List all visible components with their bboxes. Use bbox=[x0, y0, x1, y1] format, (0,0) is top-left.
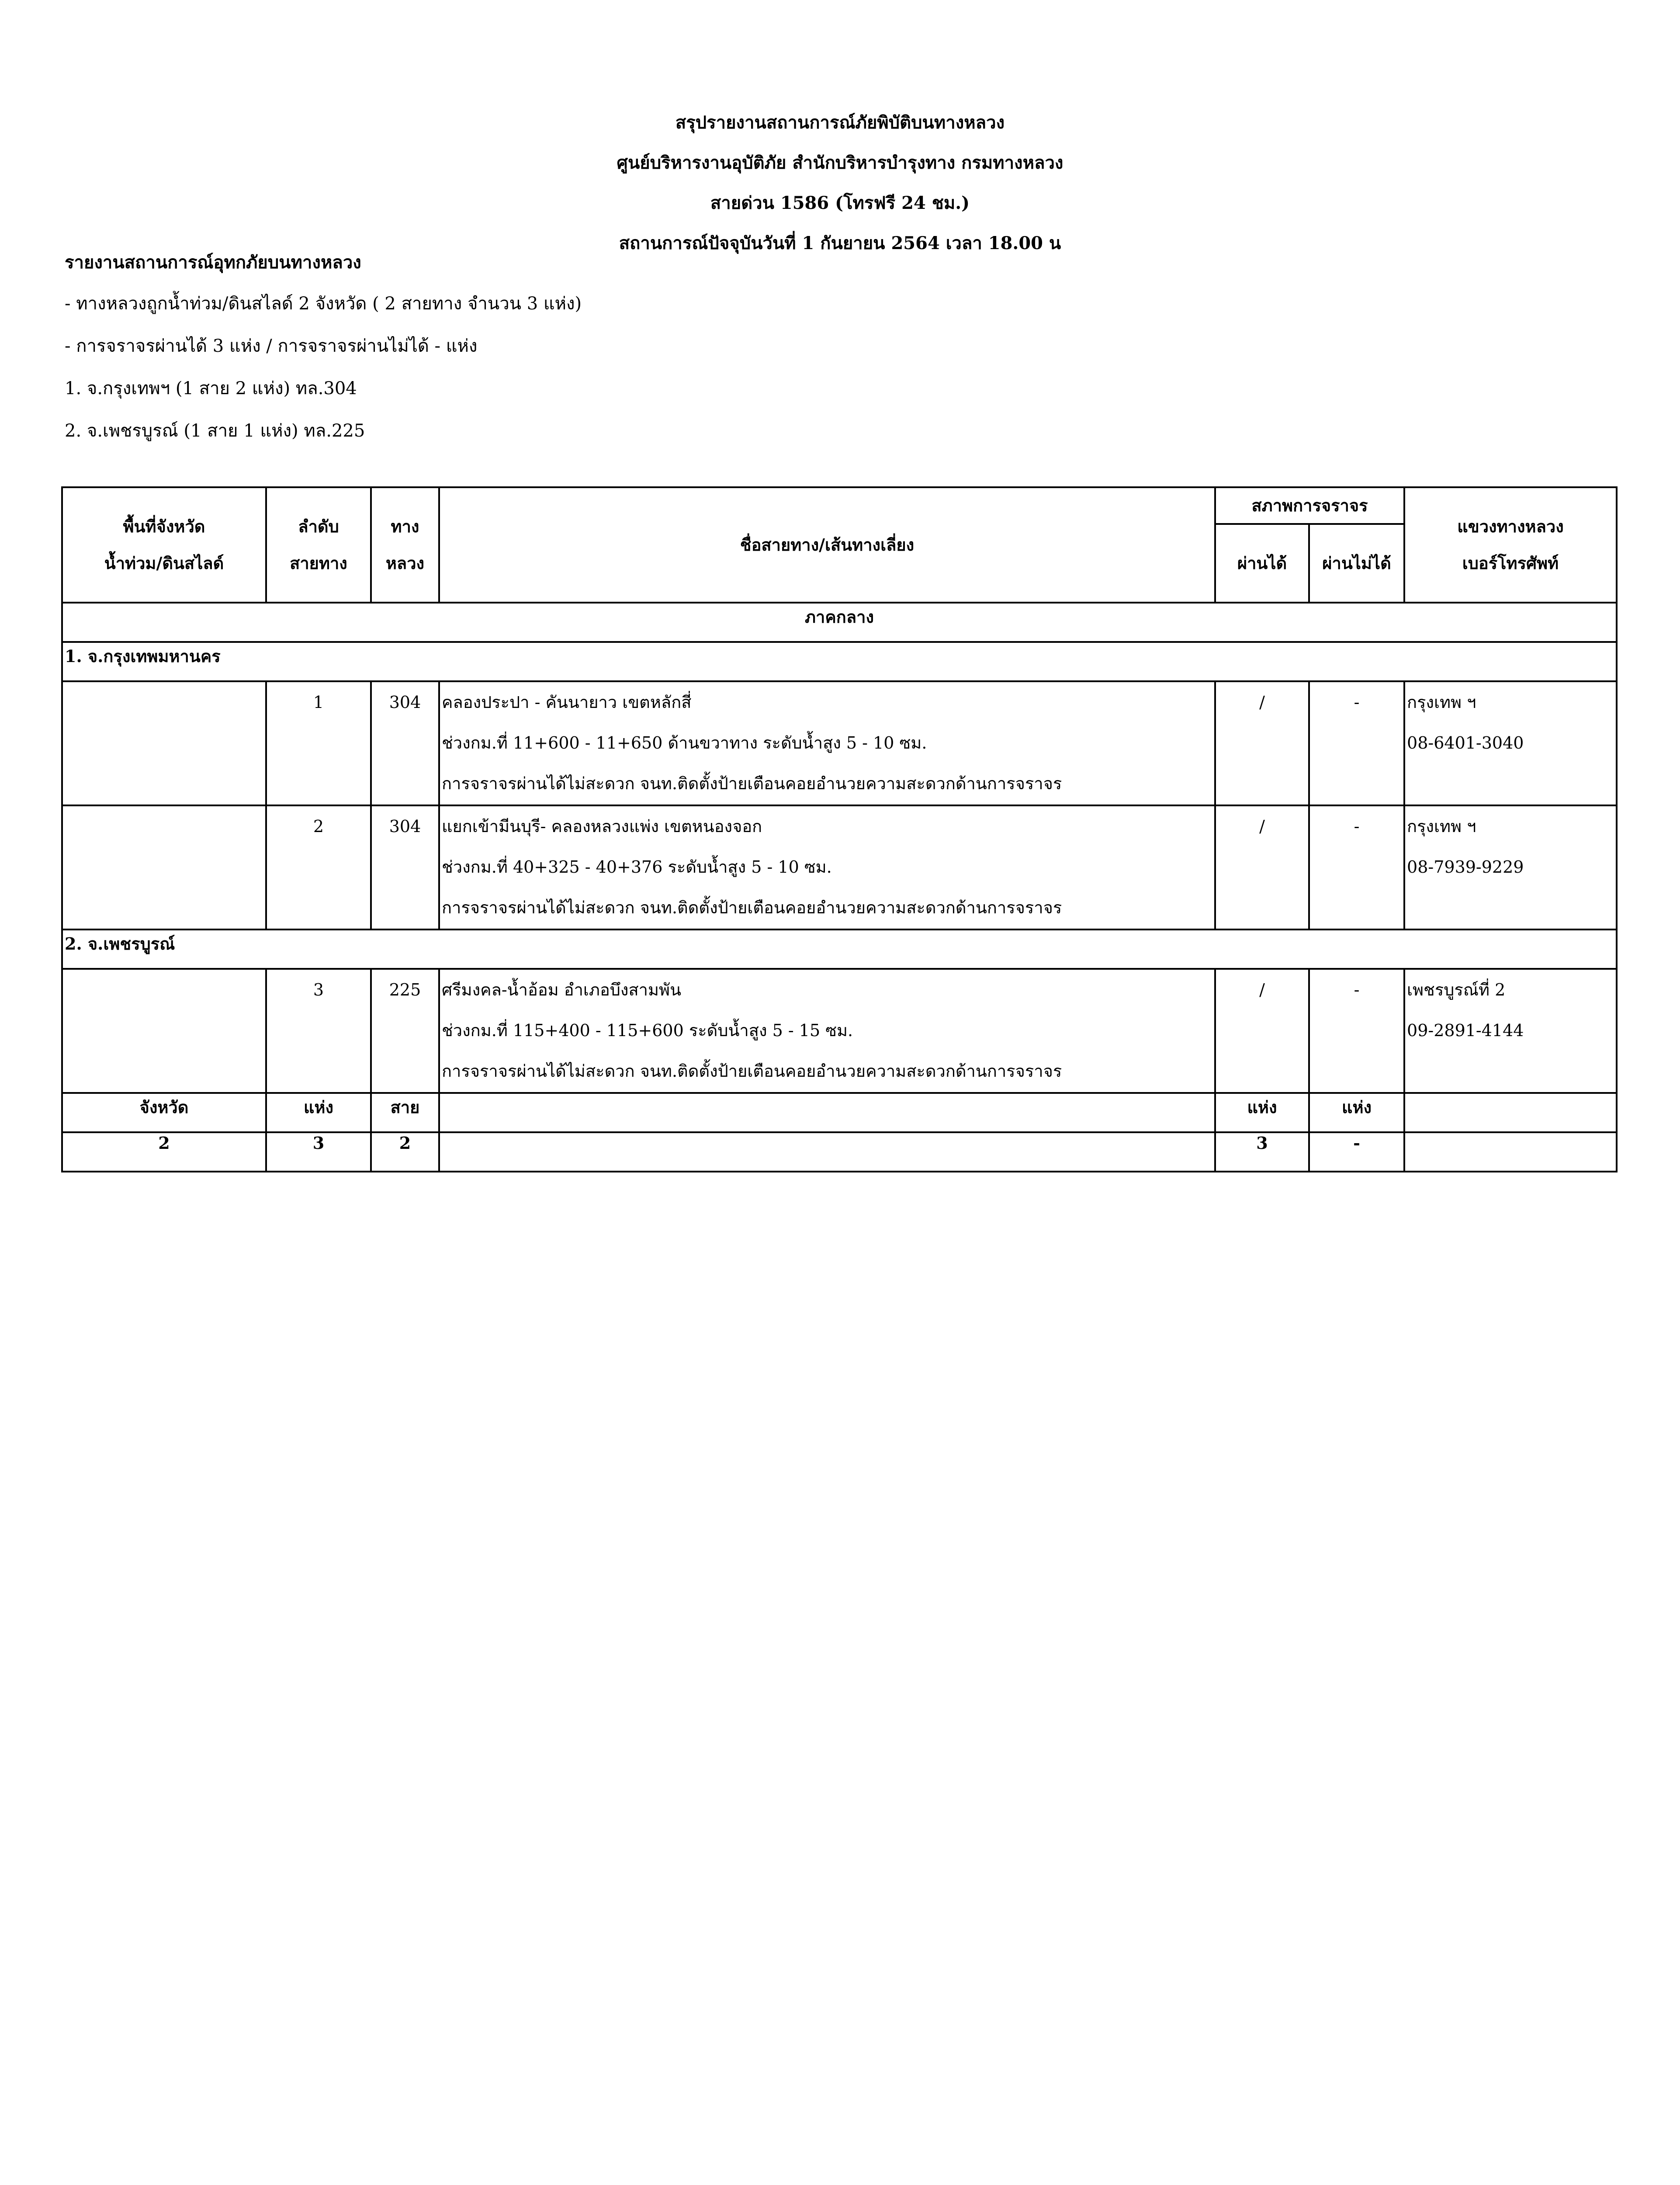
hotline-line: สายด่วน 1586 (โทรฟรี 24 ชม.) bbox=[710, 193, 970, 213]
footer-empty-cell bbox=[439, 1132, 1215, 1172]
header-district-line2: เบอร์โทรศัพท์ bbox=[1462, 553, 1559, 573]
header-route-line2: หลวง bbox=[385, 553, 425, 573]
summary-line: - การจราจรผ่านได้ 3 แห่ง / การจราจรผ่านไม่ได้ - แห่ง bbox=[65, 336, 478, 356]
district-cell bbox=[1404, 805, 1617, 929]
route-traffic-line: การจราจรผ่านได้ไม่สะดวก จนท.ติดตั้งป้ายเตือนคอยอำนวยความสะดวกด้านการจราจร bbox=[442, 774, 1062, 793]
footer-empty-cell bbox=[1404, 1132, 1617, 1172]
route-name-line: แยกเข้ามีนบุรี- คลองหลวงแพ่ง เขตหนองจอก bbox=[442, 817, 762, 836]
district-phone: 09-2891-4144 bbox=[1407, 1021, 1524, 1040]
footer-total-row bbox=[62, 1132, 1617, 1172]
no-pass-value: - bbox=[1354, 817, 1360, 836]
summary-line: 2. จ.เพชรบูรณ์ (1 สาย 1 แห่ง) ทล.225 bbox=[65, 421, 365, 441]
pass-value: / bbox=[1259, 817, 1265, 836]
total-routes: 2 bbox=[371, 1132, 439, 1172]
pass-cell bbox=[1215, 805, 1309, 929]
pass-value: / bbox=[1259, 693, 1265, 712]
seq-value: 3 bbox=[313, 980, 324, 999]
district-phone: 08-6401-3040 bbox=[1407, 733, 1524, 753]
header-no-pass: ผ่านไม่ได้ bbox=[1309, 524, 1404, 603]
footer-places-label: แห่ง bbox=[266, 1093, 371, 1132]
header-district bbox=[1404, 487, 1617, 603]
seq-value: 2 bbox=[313, 817, 324, 836]
seq-cell bbox=[266, 969, 371, 1093]
route-name-line: คลองประปา - คันนายาว เขตหลักสี่ bbox=[442, 693, 692, 712]
no-pass-cell bbox=[1309, 969, 1404, 1093]
province-row bbox=[62, 929, 1617, 969]
district-name: กรุงเทพ ฯ bbox=[1407, 693, 1476, 712]
area-cell bbox=[62, 969, 266, 1093]
header-area-line2: น้ำท่วม/ดินสไลด์ bbox=[104, 553, 224, 573]
province-label: 2. จ.เพชรบูรณ์ bbox=[62, 929, 1617, 969]
header-area bbox=[62, 487, 266, 603]
no-pass-value: - bbox=[1354, 693, 1360, 712]
table-row bbox=[62, 681, 1617, 805]
seq-value: 1 bbox=[313, 693, 324, 712]
header-seq-line2: สายทาง bbox=[290, 553, 347, 573]
province-row bbox=[62, 642, 1617, 681]
seq-cell bbox=[266, 805, 371, 929]
route-value: 225 bbox=[389, 980, 421, 999]
agency-line: ศูนย์บริหารงานอุบัติภัย สำนักบริหารบำรุงทาง กรมทางหลวง bbox=[617, 153, 1063, 173]
district-name: เพชรบูรณ์ที่ 2 bbox=[1407, 980, 1506, 999]
district-phone: 08-7939-9229 bbox=[1407, 857, 1524, 877]
footer-routes-label: สาย bbox=[371, 1093, 439, 1132]
footer-empty-cell bbox=[1404, 1093, 1617, 1132]
table-row bbox=[62, 805, 1617, 929]
header-route bbox=[371, 487, 439, 603]
total-pass: 3 bbox=[1215, 1132, 1309, 1172]
summary-section bbox=[65, 243, 582, 452]
route-value: 304 bbox=[389, 693, 421, 712]
route-cell bbox=[371, 969, 439, 1093]
footer-no-pass-label: แห่ง bbox=[1309, 1093, 1404, 1132]
summary-line: - ทางหลวงถูกน้ำท่วม/ดินสไลด์ 2 จังหวัด ( 2 สายทาง จำนวน 3 แห่ง) bbox=[65, 294, 582, 314]
pass-cell bbox=[1215, 969, 1309, 1093]
route-traffic-line: การจราจรผ่านได้ไม่สะดวก จนท.ติดตั้งป้ายเตือนคอยอำนวยความสะดวกด้านการจราจร bbox=[442, 898, 1062, 917]
district-cell bbox=[1404, 681, 1617, 805]
route-detail-line: ช่วงกม.ที่ 40+325 - 40+376 ระดับน้ำสูง 5 - 10 ซม. bbox=[442, 857, 832, 877]
total-places: 3 bbox=[266, 1132, 371, 1172]
region-row bbox=[62, 603, 1617, 642]
header-route-name: ชื่อสายทาง/เส้นทางเลี่ยง bbox=[439, 487, 1215, 603]
area-cell bbox=[62, 681, 266, 805]
pass-cell bbox=[1215, 681, 1309, 805]
total-provinces: 2 bbox=[62, 1132, 266, 1172]
district-name: กรุงเทพ ฯ bbox=[1407, 817, 1476, 836]
report-title: สรุปรายงานสถานการณ์ภัยพิบัติบนทางหลวง bbox=[675, 112, 1005, 133]
header-traffic: สภาพการจราจร bbox=[1215, 487, 1404, 524]
area-cell bbox=[62, 805, 266, 929]
report-title-block bbox=[0, 103, 1680, 264]
pass-value: / bbox=[1259, 980, 1265, 999]
flood-report-table bbox=[61, 486, 1618, 1172]
footer-empty-cell bbox=[439, 1093, 1215, 1132]
route-name-cell bbox=[439, 681, 1215, 805]
status-date-line: สถานการณ์ปัจจุบันวันที่ 1 กันยายน 2564 เวลา 18.00 น bbox=[619, 233, 1061, 253]
header-district-line1: แขวงทางหลวง bbox=[1457, 517, 1564, 536]
route-traffic-line: การจราจรผ่านได้ไม่สะดวก จนท.ติดตั้งป้ายเตือนคอยอำนวยความสะดวกด้านการจราจร bbox=[442, 1061, 1062, 1081]
table-header-row bbox=[62, 487, 1617, 524]
footer-label-row bbox=[62, 1093, 1617, 1132]
route-value: 304 bbox=[389, 817, 421, 836]
district-cell bbox=[1404, 969, 1617, 1093]
header-sequence bbox=[266, 487, 371, 603]
no-pass-value: - bbox=[1354, 980, 1360, 999]
route-cell bbox=[371, 681, 439, 805]
header-pass: ผ่านได้ bbox=[1215, 524, 1309, 603]
route-name-line: ศรีมงคล-น้ำอ้อม อำเภอบึงสามพัน bbox=[442, 980, 682, 999]
no-pass-cell bbox=[1309, 805, 1404, 929]
header-route-line1: ทาง bbox=[391, 517, 419, 536]
header-area-line1: พื้นที่จังหวัด bbox=[123, 517, 205, 536]
footer-pass-label: แห่ง bbox=[1215, 1093, 1309, 1132]
province-label: 1. จ.กรุงเทพมหานคร bbox=[62, 642, 1617, 681]
route-detail-line: ช่วงกม.ที่ 115+400 - 115+600 ระดับน้ำสูง 5 - 15 ซม. bbox=[442, 1021, 853, 1040]
no-pass-cell bbox=[1309, 681, 1404, 805]
footer-province-label: จังหวัด bbox=[62, 1093, 266, 1132]
summary-line: 1. จ.กรุงเทพฯ (1 สาย 2 แห่ง) ทล.304 bbox=[65, 378, 357, 399]
table-row bbox=[62, 969, 1617, 1093]
route-cell bbox=[371, 805, 439, 929]
route-detail-line: ช่วงกม.ที่ 11+600 - 11+650 ด้านขวาทาง ระดับน้ำสูง 5 - 10 ซม. bbox=[442, 733, 927, 753]
region-label: ภาคกลาง bbox=[62, 603, 1617, 642]
summary-heading: รายงานสถานการณ์อุทกภัยบนทางหลวง bbox=[65, 252, 361, 273]
route-name-cell bbox=[439, 969, 1215, 1093]
route-name-cell bbox=[439, 805, 1215, 929]
header-seq-line1: ลำดับ bbox=[298, 517, 339, 536]
total-no-pass: - bbox=[1309, 1132, 1404, 1172]
seq-cell bbox=[266, 681, 371, 805]
